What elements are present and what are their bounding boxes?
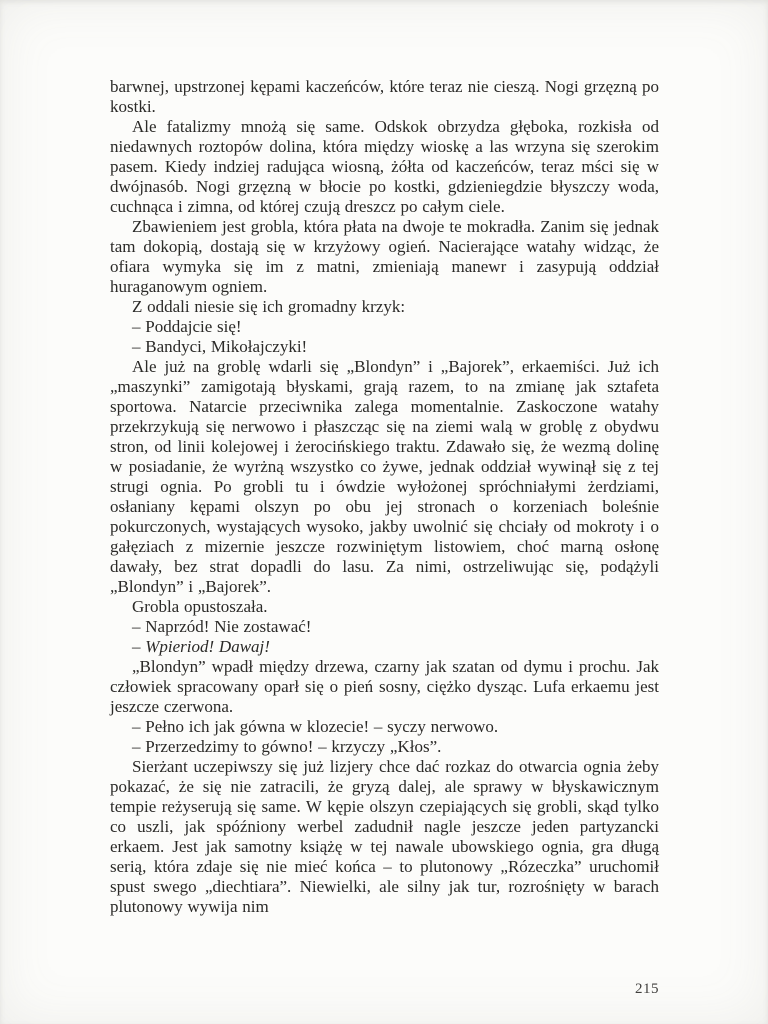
paragraph-10: – Wpieriod! Dawaj! xyxy=(132,637,270,656)
paragraph-14: Sierżant uczepiwszy się już lizjery chce dać rozkaz do otwarcia ognia żeby pokazać, że się nie zatracili, że gryzą dalej, ale sprawy w błyskawicznym tempie reżyserują się same. W kępie olszyn czepiających się grobli, skąd tylko co uszli, jak spóźniony werbel zadudnił nagle jeszcze jeden partyzancki erkaem. Jest jak samotny książę w tej nawale ubowskiego ognia, gra długą serią, która zdaje się nie mieć końca – to plutonowy „Rózeczka” uruchomił spust swego „diechtiara”. Niewielki, ale silny jak tur, rozrośnięty w barach plutonowy wywija nim xyxy=(110,757,659,916)
paragraph-2: Ale fatalizmy mnożą się same. Odskok obrzydza głęboka, rozkisła od niedawnych roztopów dolina, która między wioskę a las wrzyna się szerokim pasem. Kiedy indziej radująca wiosną, żółta od kaczeńców, teraz mści się w dwójnasób. Nogi grzęzną w błocie po kostki, gdzieniegdzie błyszczy woda, cuchnąca i zimna, od której czują dreszcz po całym ciele. xyxy=(110,117,659,216)
paragraph-4: Z oddali niesie się ich gromadny krzyk: xyxy=(132,297,406,316)
paragraph-5: – Poddajcie się! xyxy=(132,317,242,336)
paragraph-9: – Naprzód! Nie zostawać! xyxy=(132,617,312,636)
paragraph-3: Zbawieniem jest grobla, która płata na dwoje te mokradła. Zanim się jednak tam dokopią, dostają się w krzyżowy ogień. Nacierające watahy widząc, że ofiara wymyka się im z matni, zmieniają manewr i zasypują oddział huraganowym ogniem. xyxy=(110,217,659,296)
paragraph-13: – Przerzedzimy to gówno! – krzyczy „Kłos”. xyxy=(132,737,442,756)
paragraph-11: „Blondyn” wpadł między drzewa, czarny jak szatan od dymu i prochu. Jak człowiek spracowany oparł się o pień sosny, ciężko dysząc. Lufa erkaemu jest jeszcze czerwona. xyxy=(110,657,659,716)
page-number: 215 xyxy=(635,981,659,997)
page-text xyxy=(110,77,659,917)
paragraph-12: – Pełno ich jak gówna w klozecie! – syczy nerwowo. xyxy=(132,717,499,736)
paragraph-8: Grobla opustoszała. xyxy=(132,597,268,616)
paragraph-7: Ale już na groblę wdarli się „Blondyn” i „Bajorek”, erkaemiści. Już ich „maszynki” zamigotają błyskami, grają razem, to na zmianę jak sztafeta sportowa. Natarcie przeciwnika zalega momentalnie. Zaskoczone watahy przekrzykują się nerwowo i płaszcząc się na ziemi walą w groblę z obydwu stron, od linii kolejowej i żerocińskiego traktu. Zdawało się, że wezmą dolinę w posiadanie, że wyrżną wszystko co żywe, jednak oddział wywinął się z tej strugi ognia. Po grobli tu i ówdzie wyłożonej spróchniałymi żerdziami, osłaniany kępami olszyn po obu jej stronach o korzeniach boleśnie pokurczonych, wystających wysoko, jakby uwolnić się chciały od mokroty i o gałęziach z mizernie jeszcze rozwiniętym listowiem, choć marną osłonę dawały, bez strat dopadli do lasu. Za nimi, ostrzeliwując się, podążyli „Blondyn” i „Bajorek”. xyxy=(110,357,659,596)
paragraph-6: – Bandyci, Mikołajczyki! xyxy=(132,337,308,356)
paragraph-1: barwnej, upstrzonej kępami kaczeńców, które teraz nie cieszą. Nogi grzęzną po kostki. xyxy=(110,77,659,116)
